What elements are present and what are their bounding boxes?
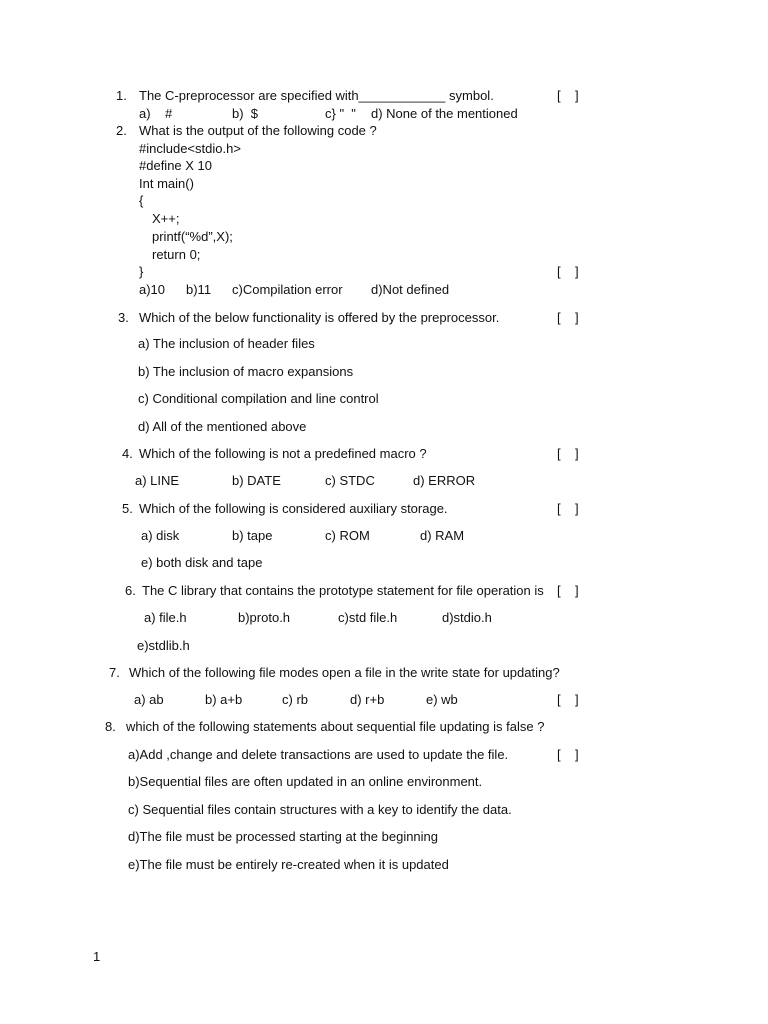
- code-line: {: [139, 193, 144, 208]
- question-5-number: 5.: [122, 501, 133, 516]
- question-3-number: 3.: [118, 310, 129, 325]
- question-8-option-b: b)Sequential files are often updated in an online environment.: [128, 774, 483, 789]
- question-3-option-b: b) The inclusion of macro expansions: [138, 364, 354, 379]
- question-8-option-a: a)Add ,change and delete transactions are used to update the file.: [128, 747, 509, 762]
- question-7-option-d: d) r+b: [350, 692, 385, 707]
- question-2-option-c: c)Compilation error: [232, 282, 343, 297]
- question-4-option-a: a) LINE: [135, 473, 180, 488]
- question-3-text: Which of the below functionality is offered by the preprocessor.: [139, 310, 500, 325]
- question-6-option-e: e)stdlib.h: [137, 638, 190, 653]
- question-1-option-a: a) #: [139, 106, 173, 121]
- question-6-number: 6.: [125, 583, 136, 598]
- question-4-text: Which of the following is not a predefined macro ?: [139, 446, 427, 461]
- question-7-option-b: b) a+b: [205, 692, 243, 707]
- answer-bracket-3: [ ]: [557, 310, 579, 325]
- question-7-number: 7.: [109, 665, 120, 680]
- question-3-option-a: a) The inclusion of header files: [138, 336, 315, 351]
- question-5-option-a: a) disk: [141, 528, 180, 543]
- answer-bracket-7: [ ]: [557, 692, 579, 707]
- code-line: Int main(): [139, 176, 194, 191]
- question-2-option-d: d)Not defined: [371, 282, 450, 297]
- question-4-option-c: c) STDC: [325, 473, 375, 488]
- question-1-text: The C-preprocessor are specified with____________ symbol.: [139, 88, 494, 103]
- code-line: #define X 10: [139, 158, 213, 173]
- question-7-text: Which of the following file modes open a file in the write state for updating?: [129, 665, 560, 680]
- question-2-text: What is the output of the following code ?: [139, 123, 377, 138]
- question-4-option-d: d) ERROR: [413, 473, 476, 488]
- answer-bracket-8: [ ]: [557, 747, 579, 762]
- question-5-option-c: c) ROM: [325, 528, 370, 543]
- question-6-option-d: d)stdio.h: [442, 610, 492, 625]
- question-4-number: 4.: [122, 446, 133, 461]
- question-8-text: which of the following statements about sequential file updating is false ?: [126, 719, 545, 734]
- question-1-option-c: c} " ": [325, 106, 356, 121]
- question-3-option-c: c) Conditional compilation and line control: [138, 391, 379, 406]
- question-8-option-c: c) Sequential files contain structures with a key to identify the data.: [128, 802, 512, 817]
- code-line: printf(“%d”,X);: [152, 229, 233, 244]
- question-8-option-d: d)The file must be processed starting at the beginning: [128, 829, 439, 844]
- question-8-number: 8.: [105, 719, 116, 734]
- code-line: }: [139, 264, 144, 279]
- question-1-option-b: b) $: [232, 106, 259, 121]
- question-8-option-e: e)The file must be entirely re-created when it is updated: [128, 857, 449, 872]
- question-7-option-c: c) rb: [282, 692, 308, 707]
- question-5-option-d: d) RAM: [420, 528, 465, 543]
- question-2-option-b: b)11: [186, 282, 212, 297]
- question-5-option-e: e) both disk and tape: [141, 555, 263, 570]
- question-7-option-a: a) ab: [134, 692, 164, 707]
- question-6-text: The C library that contains the prototype statement for file operation is: [142, 583, 544, 598]
- question-6-option-a: a) file.h: [144, 610, 187, 625]
- question-1-number: 1.: [116, 88, 127, 103]
- question-5-option-b: b) tape: [232, 528, 273, 543]
- answer-bracket-2: [ ]: [557, 264, 579, 279]
- question-6-option-b: b)proto.h: [238, 610, 291, 625]
- answer-bracket-4: [ ]: [557, 446, 579, 461]
- question-1-option-d: d) None of the mentioned: [371, 106, 518, 121]
- question-4-option-b: b) DATE: [232, 473, 281, 488]
- question-5-text: Which of the following is considered auxiliary storage.: [139, 501, 448, 516]
- answer-bracket-6: [ ]: [557, 583, 579, 598]
- question-2-option-a: a)10: [139, 282, 166, 297]
- question-6-option-c: c)std file.h: [338, 610, 398, 625]
- question-3-option-d: d) All of the mentioned above: [138, 419, 307, 434]
- answer-bracket-5: [ ]: [557, 501, 579, 516]
- code-line: X++;: [152, 211, 180, 226]
- answer-bracket-1: [ ]: [557, 88, 579, 103]
- question-7-option-e: e) wb: [426, 692, 458, 707]
- code-line: #include<stdio.h>: [139, 141, 241, 156]
- page-number: 1: [93, 949, 101, 964]
- code-line: return 0;: [152, 247, 201, 262]
- question-2-number: 2.: [116, 123, 127, 138]
